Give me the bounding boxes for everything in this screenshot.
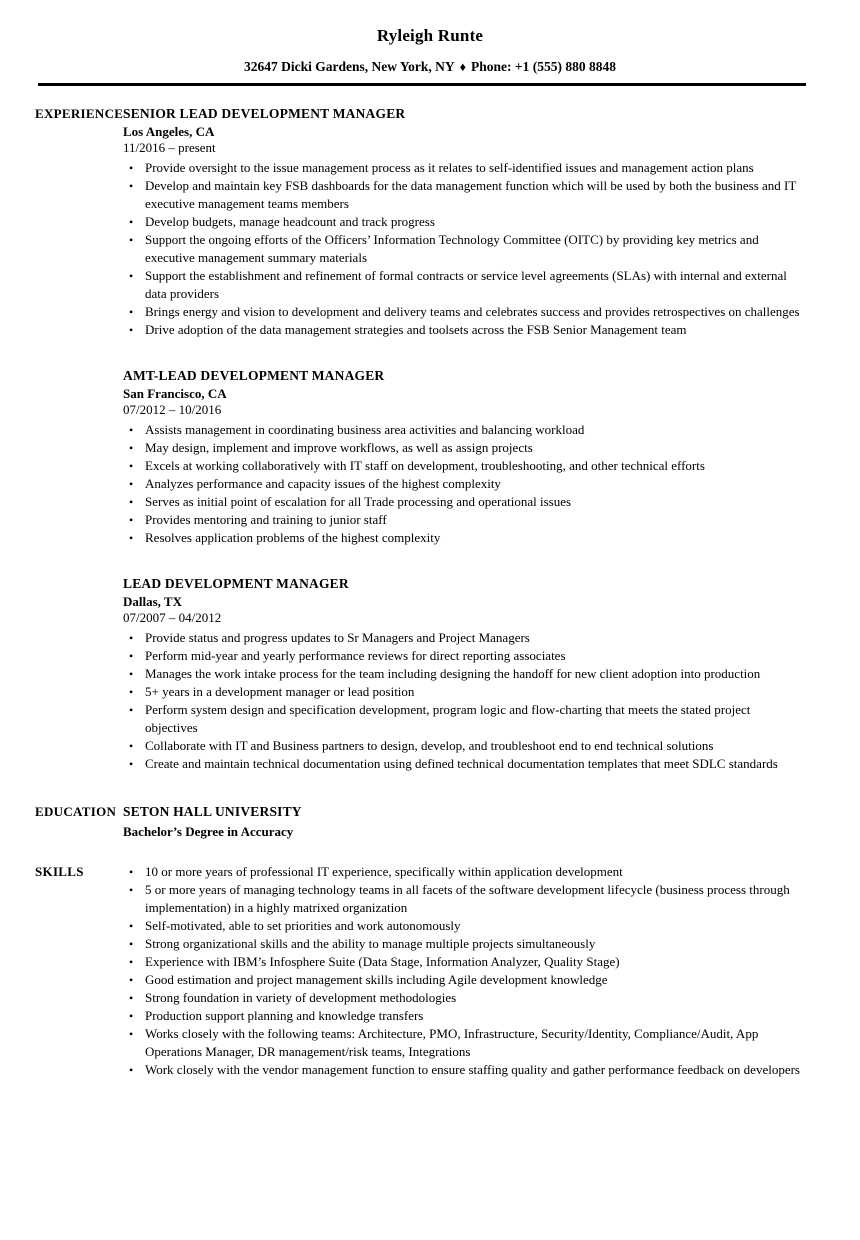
skills-content <box>123 863 860 1079</box>
bullet-text: Brings energy and vision to development and delivery teams and celebrates success and provides retrospectives on challenges <box>145 304 800 319</box>
bullet-icon: • <box>129 649 134 663</box>
bullet-item <box>123 213 806 231</box>
bullet-item <box>123 159 806 177</box>
job-entry-3 <box>123 575 806 773</box>
job-title: LEAD DEVELOPMENT MANAGER <box>123 576 349 591</box>
bullet-text: Assists management in coordinating business area activities and balancing workload <box>145 422 585 437</box>
bullet-icon: • <box>129 215 134 229</box>
bullet-icon: • <box>129 937 134 951</box>
contact-phone: Phone: +1 (555) 880 8848 <box>471 59 616 74</box>
bullet-item <box>123 1061 806 1079</box>
job-location: Los Angeles, CA <box>123 124 215 139</box>
bullet-text: Support the establishment and refinement of formal contracts or service level agreements (SLAs) with internal and external data providers <box>145 268 787 301</box>
bullet-item <box>123 953 806 971</box>
section-label-education: EDUCATION <box>35 804 117 819</box>
header-rule <box>38 83 806 86</box>
bullet-item <box>123 989 806 1007</box>
skills-section <box>0 863 860 1079</box>
section-label-experience: EXPERIENCE <box>35 106 124 121</box>
job-location: San Francisco, CA <box>123 386 227 401</box>
bullet-text: Provides mentoring and training to junior staff <box>145 512 387 527</box>
bullet-item <box>123 303 806 321</box>
job-title: AMT-LEAD DEVELOPMENT MANAGER <box>123 368 385 383</box>
bullet-icon: • <box>129 667 134 681</box>
school-name: SETON HALL UNIVERSITY <box>123 804 302 819</box>
bullet-icon: • <box>129 477 134 491</box>
bullet-icon: • <box>129 1009 134 1023</box>
job-dates: 07/2007 – 04/2012 <box>123 610 222 625</box>
bullet-text: Excels at working collaboratively with IT staff on development, troubleshooting, and other technical efforts <box>145 458 705 473</box>
skills-bullet-list <box>123 863 806 1079</box>
bullet-text: Strong foundation in variety of development methodologies <box>145 990 457 1005</box>
bullet-text: 5 or more years of managing technology teams in all facets of the software development lifecycle (business process through implementation) in a highly matrixed organization <box>145 882 790 915</box>
bullet-item <box>123 321 806 339</box>
bullet-text: Perform mid-year and yearly performance reviews for direct reporting associates <box>145 648 566 663</box>
contact-address: 32647 Dicki Gardens, New York, NY <box>244 59 455 74</box>
bullet-text: May design, implement and improve workflows, as well as assign projects <box>145 440 533 455</box>
experience-section <box>0 105 860 773</box>
bullet-item <box>123 421 806 439</box>
bullet-icon: • <box>129 459 134 473</box>
job-location: Dallas, TX <box>123 594 182 609</box>
bullet-item <box>123 177 806 213</box>
bullet-text: Drive adoption of the data management strategies and toolsets across the FSB Senior Management team <box>145 322 687 337</box>
bullet-icon: • <box>129 1063 134 1077</box>
bullet-item <box>123 881 806 917</box>
bullet-text: Collaborate with IT and Business partners to design, develop, and troubleshoot end to end technical solutions <box>145 738 714 753</box>
bullet-icon: • <box>129 161 134 175</box>
bullet-text: Good estimation and project management skills including Agile development knowledge <box>145 972 608 987</box>
bullet-icon: • <box>129 685 134 699</box>
bullet-text: Self-motivated, able to set priorities and work autonomously <box>145 918 461 933</box>
bullet-text: Experience with IBM’s Infosphere Suite (Data Stage, Information Analyzer, Quality Stage) <box>145 954 620 969</box>
bullet-icon: • <box>129 703 134 717</box>
bullet-item <box>123 231 806 267</box>
resume-header <box>0 0 860 86</box>
bullet-text: Manages the work intake process for the team including designing the handoff for new client adoption into production <box>145 666 761 681</box>
job-entry-2 <box>123 367 806 547</box>
bullet-text: Strong organizational skills and the ability to manage multiple projects simultaneously <box>145 936 596 951</box>
bullet-icon: • <box>129 973 134 987</box>
bullet-icon: • <box>129 513 134 527</box>
bullet-text: Perform system design and specification development, program logic and flow-charting that meets the stated project objectives <box>145 702 751 735</box>
bullet-text: Serves as initial point of escalation for all Trade processing and operational issues <box>145 494 572 509</box>
bullet-icon: • <box>129 305 134 319</box>
bullet-item <box>123 665 806 683</box>
bullet-icon: • <box>129 531 134 545</box>
bullet-icon: • <box>129 757 134 771</box>
bullet-text: 10 or more years of professional IT experience, specifically within application development <box>145 864 623 879</box>
diamond-icon: ♦ <box>459 60 467 74</box>
bullet-icon: • <box>129 631 134 645</box>
bullet-text: Create and maintain technical documentation using defined technical documentation templates that meet SDLC standards <box>145 756 778 771</box>
degree-name: Bachelor’s Degree in Accuracy <box>123 824 294 839</box>
bullet-item <box>123 511 806 529</box>
bullet-item <box>123 737 806 755</box>
education-section <box>0 803 860 841</box>
bullet-text: Provide oversight to the issue management process as it relates to self-identified issues and management action plans <box>145 160 754 175</box>
bullet-text: Support the ongoing efforts of the Officers’ Information Technology Committee (OITC) by providing key metrics and executive management summary materials <box>145 232 759 265</box>
education-content <box>123 803 860 841</box>
bullet-item <box>123 457 806 475</box>
bullet-text: Production support planning and knowledge transfers <box>145 1008 424 1023</box>
bullet-text: Resolves application problems of the highest complexity <box>145 530 441 545</box>
bullet-text: Works closely with the following teams: Architecture, PMO, Infrastructure, Security/Identity, Compliance/Audit, App Operations Manager, DR management/risk teams, Integrations <box>145 1026 759 1059</box>
bullet-item <box>123 755 806 773</box>
bullet-item <box>123 529 806 547</box>
bullet-icon: • <box>129 323 134 337</box>
bullet-item <box>123 971 806 989</box>
job-bullet-list <box>123 629 806 773</box>
job-entry-1 <box>123 105 806 339</box>
bullet-item <box>123 647 806 665</box>
job-dates: 11/2016 – present <box>123 140 216 155</box>
candidate-name: Ryleigh Runte <box>376 26 484 45</box>
bullet-text: Work closely with the vendor management function to ensure staffing quality and gather performance feedback on developers <box>145 1062 800 1077</box>
bullet-icon: • <box>129 269 134 283</box>
bullet-text: Analyzes performance and capacity issues of the highest complexity <box>145 476 501 491</box>
bullet-item <box>123 863 806 881</box>
section-label-skills: SKILLS <box>35 864 84 879</box>
bullet-item <box>123 701 806 737</box>
bullet-item <box>123 629 806 647</box>
bullet-icon: • <box>129 179 134 193</box>
job-dates: 07/2012 – 10/2016 <box>123 402 222 417</box>
contact-line <box>0 59 860 75</box>
job-bullet-list <box>123 159 806 339</box>
bullet-icon: • <box>129 233 134 247</box>
bullet-icon: • <box>129 865 134 879</box>
bullet-text: 5+ years in a development manager or lead position <box>145 684 415 699</box>
bullet-icon: • <box>129 441 134 455</box>
bullet-icon: • <box>129 739 134 753</box>
bullet-item <box>123 267 806 303</box>
bullet-icon: • <box>129 955 134 969</box>
bullet-item <box>123 935 806 953</box>
bullet-item <box>123 493 806 511</box>
bullet-text: Provide status and progress updates to Sr Managers and Project Managers <box>145 630 530 645</box>
bullet-icon: • <box>129 883 134 897</box>
bullet-icon: • <box>129 423 134 437</box>
job-title: SENIOR LEAD DEVELOPMENT MANAGER <box>123 106 406 121</box>
bullet-item <box>123 475 806 493</box>
bullet-icon: • <box>129 991 134 1005</box>
bullet-item <box>123 1025 806 1061</box>
experience-content <box>123 105 860 773</box>
bullet-item <box>123 1007 806 1025</box>
bullet-icon: • <box>129 1027 134 1041</box>
bullet-text: Develop and maintain key FSB dashboards for the data management function which will be used by both the business and IT executive management teams members <box>145 178 797 211</box>
job-bullet-list <box>123 421 806 547</box>
bullet-item <box>123 917 806 935</box>
bullet-text: Develop budgets, manage headcount and track progress <box>145 214 435 229</box>
bullet-icon: • <box>129 919 134 933</box>
bullet-icon: • <box>129 495 134 509</box>
bullet-item <box>123 683 806 701</box>
bullet-item <box>123 439 806 457</box>
